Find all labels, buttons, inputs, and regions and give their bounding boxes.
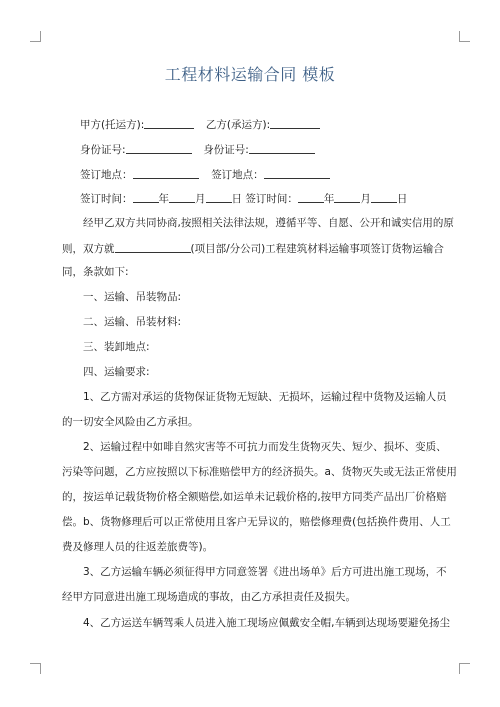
crop-mark-top-left [30,31,41,42]
clause-2-line-2: 污染等问题，乙方应按照以下标准赔偿甲方的经济损失。a、货物灭失或无法正常使用 [62,466,457,478]
month-a-label: 月 [195,193,206,205]
place-a-label: 签订地点： [80,169,133,181]
day-b-label: 日 [396,193,408,205]
clause-2-line-5: 费及修理人员的往返差旅费等)。 [62,541,214,553]
year-b-label: 年 [323,193,335,205]
month-b-blank[interactable] [334,192,360,203]
time-b-label: 签订时间： [245,193,298,205]
clause-2-line-4: 偿。b、货物修理后可以正常使用且客户无异议的，赔偿修理费(包括换件费用、人工 [62,516,451,528]
id-b-blank[interactable] [249,143,315,154]
intro-line-2-pre: 则，双方就 [62,243,115,255]
clause-1-line-2: 的一切安全风险由乙方承担。 [62,416,199,428]
clause-1-line-1: 1、乙方需对承运的货物保证货物无短缺、无损坏，运输过程中货物及运输人员 [83,391,447,403]
year-a-label: 年 [158,193,169,205]
crop-mark-bottom-left [30,663,41,674]
party-b-blank[interactable] [270,118,320,129]
month-a-blank[interactable] [169,192,195,203]
place-b-blank[interactable] [264,168,330,179]
clause-3-line-1: 3、乙方运输车辆必须征得甲方同意签署《进出场单》后方可进出施工现场，不 [83,566,447,578]
party-a-blank[interactable] [144,118,194,129]
id-b-label: 身份证号: [203,144,249,156]
crop-mark-bottom-right [459,663,470,674]
clause-4-line-1: 4、乙方运送车辆驾乘人员进入施工现场应佩戴安全帽,车辆到达现场要避免扬尘 [83,617,451,629]
document-title: 工程材料运输合同 模板 [164,65,336,84]
id-a-blank[interactable] [126,143,192,154]
year-b-blank[interactable] [298,192,324,203]
place-a-blank[interactable] [133,168,199,179]
intro-line-2-post: (项目部/分公司)工程建筑材料运输事项签订货物运输合 [190,243,444,255]
day-a-blank[interactable] [206,192,232,203]
party-a-label: 甲方(托运方): [80,119,145,131]
time-row [80,192,407,205]
section-3-heading: 三、装卸地点: [83,341,150,353]
place-row [80,168,330,181]
intro-line-2 [62,242,444,255]
place-b-label: 签订地点： [211,169,264,181]
party-row [80,118,320,131]
section-1-heading: 一、运输、吊装物品: [83,291,182,303]
crop-mark-top-right [459,31,470,42]
intro-line-1: 经甲乙双方共同协商,按照相关法律法规，遵循平等、自愿、公开和诚实信用的原 [83,217,454,229]
year-a-blank[interactable] [133,192,159,203]
time-a-label: 签订时间： [80,193,133,205]
section-2-heading: 二、运输、吊装材料: [83,316,182,328]
section-4-heading: 四、运输要求: [83,366,150,378]
day-b-blank[interactable] [371,192,397,203]
id-a-label: 身份证号: [80,144,126,156]
clause-2-line-3: 的，按运单记载货物价格全额赔偿,如运单未记载价格的,按甲方同类产品出厂价格赔 [62,491,447,503]
project-blank[interactable] [115,242,191,253]
clause-3-line-2: 经甲方同意进出施工现场造成的事故，由乙方承担责任及损失。 [62,591,356,603]
month-b-label: 月 [360,193,371,205]
day-a-label: 日 [231,193,242,205]
party-b-label: 乙方(承运方): [205,119,271,131]
id-row [80,143,315,156]
intro-line-3: 同，条款如下: [62,266,129,278]
clause-2-line-1: 2、运输过程中如啡自然灾害等不可抗力而发生货物灭失、短少、损坏、变质、 [83,441,447,453]
